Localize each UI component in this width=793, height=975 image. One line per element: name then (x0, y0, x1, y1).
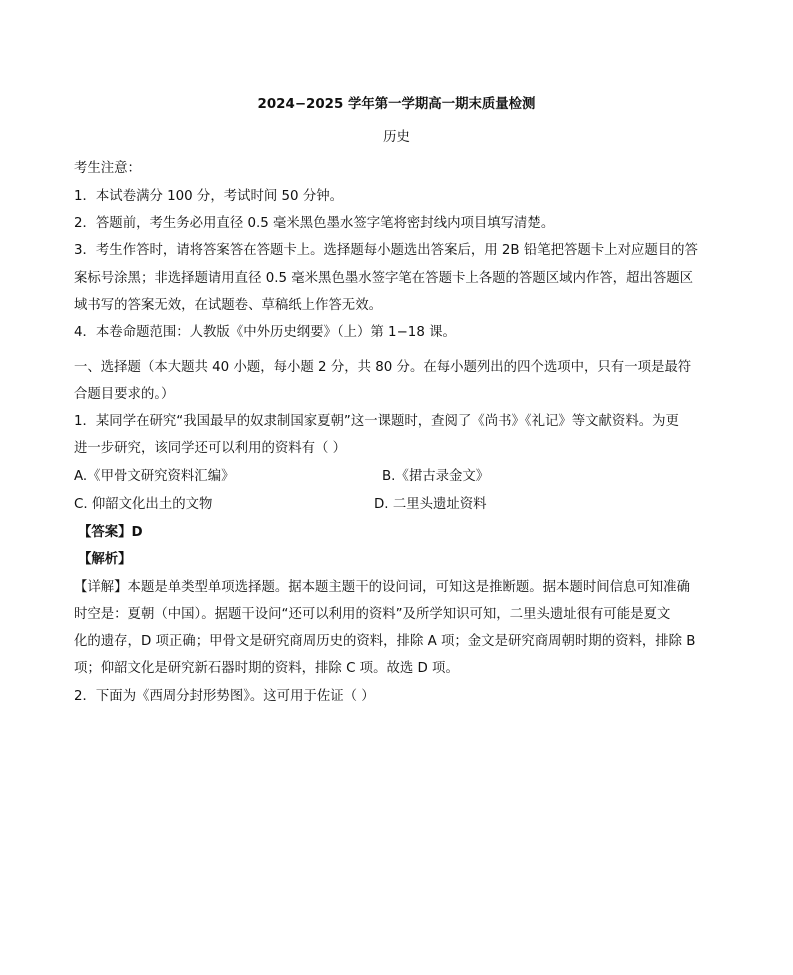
analysis-label: 【解析】 (78, 552, 132, 567)
notice-item: 1．本试卷满分 100 分，考试时间 50 分钟。 (74, 189, 344, 204)
question-1-stem-cont: 进一步研究，该同学还可以利用的资料有（ ） (74, 441, 347, 456)
section-heading-cont: 合题目要求的。） (74, 387, 175, 402)
option-a: A.《甲骨文研究资料汇编》 (74, 469, 235, 484)
answer-label: 【答案】D (78, 525, 143, 540)
notice-heading: 考生注意： (74, 161, 141, 176)
notice-item: 4．本卷命题范围：人教版《中外历史纲要》（上）第 1−18 课。 (74, 325, 456, 340)
question-2-stem: 2．下面为《西周分封形势图》。这可用于佐证（ ） (74, 689, 375, 704)
exam-title: 2024−2025 学年第一学期高一期末质量检测 (257, 97, 536, 112)
notice-item: 域书写的答案无效，在试题卷、草稿纸上作答无效。 (74, 298, 382, 313)
detail-text: 化的遗存，D 项正确；甲骨文是研究商周历史的资料，排除 A 项；金文是研究商周朝时期的资料，排除 B (74, 634, 696, 649)
exam-subject: 历史 (383, 130, 410, 145)
notice-item: 2．答题前，考生务必用直径 0.5 毫米黑色墨水签字笔将密封线内项目填写清楚。 (74, 216, 555, 231)
question-1-stem: 1．某同学在研究“我国最早的奴隶制国家夏朝”这一课题时，查阅了《尚书》《礼记》等文献资料。为更 (74, 414, 679, 429)
option-d: D. 二里头遗址资料 (374, 497, 487, 512)
detail-text: 时空是：夏朝（中国）。据题干设问“还可以利用的资料”及所学知识可知，二里头遗址很有可能是夏文 (74, 607, 671, 622)
section-heading: 一、选择题（本大题共 40 小题，每小题 2 分，共 80 分。在每小题列出的四个选项中，只有一项是最符 (74, 360, 692, 375)
option-b: B.《捃古录金文》 (382, 469, 490, 484)
notice-item: 案标号涂黑；非选择题请用直径 0.5 毫米黑色墨水签字笔在答题卡上各题的答题区域内作答，超出答题区 (74, 271, 693, 286)
notice-item: 3．考生作答时，请将答案答在答题卡上。选择题每小题选出答案后，用 2B 铅笔把答题卡上对应题目的答 (74, 243, 698, 258)
detail-text: 【详解】本题是单类型单项选择题。据本题主题干的设问词，可知这是推断题。据本题时间信息可知准确 (74, 580, 690, 595)
detail-text: 项；仰韶文化是研究新石器时期的资料，排除 C 项。故选 D 项。 (74, 661, 459, 676)
option-c: C. 仰韶文化出土的文物 (74, 497, 213, 512)
